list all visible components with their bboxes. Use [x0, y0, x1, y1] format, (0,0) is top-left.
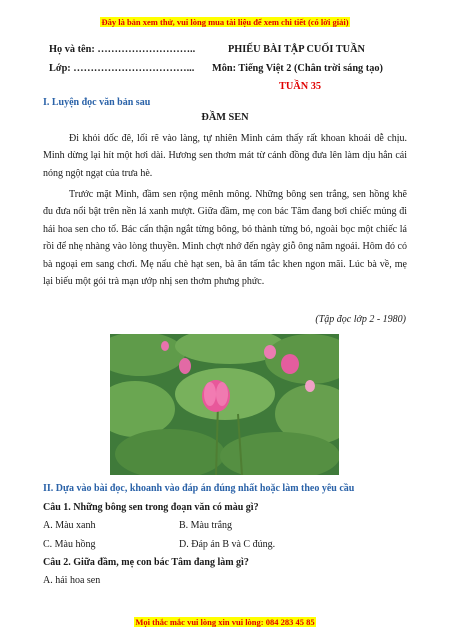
question-2: Câu 2. Giữa đầm, mẹ con bác Tâm đang làm gì? — [43, 557, 249, 568]
q1-option-d[interactable]: D. Đáp án B và C đúng. — [179, 539, 276, 550]
q1-option-b[interactable]: B. Màu trắng — [179, 520, 233, 531]
subject-line: Môn: Tiếng Việt 2 (Chân trời sáng tạo) — [212, 63, 383, 74]
week-label: TUẦN 35 — [279, 81, 322, 92]
section-1-heading: I. Luyện đọc văn bản sau — [43, 97, 151, 108]
q2-option-a[interactable]: A. hái hoa sen — [43, 575, 101, 586]
paragraph-2: Trước mặt Minh, đầm sen rộng mênh mông. Những bông sen trắng, sen hồng khẽ đu đưa nổi bật trên nền lá xanh mượt. Giữa đầm, mẹ con bác Tâm đang bơi chiếc mủng đi hái hoa sen cho tổ. Bác cẩn thận ngắt từng bông, bó thành từng bó, ngoài bọc một chiếc lá rồi để nhẹ nhàng vào lòng thuyền. Minh chợt nhớ đến ngày giỗ ông năm ngoái. Hôm đó có bà ngoại em sang chơi. Mẹ nấu chè hạt sen, bà ăn tấm tắc khen ngon mãi. Lúc bà về, mẹ lại biếu một gói trà mạn ướp nhị sen thơm phưng phức. — [43, 189, 407, 288]
contact-footer — [0, 612, 450, 630]
paragraph-1: Đi khỏi dốc đê, lối rẽ vào làng, tự nhiên Minh cảm thấy rất khoan khoái dễ chịu. Minh dừng lại hít một hơi dài. Hương sen thơm mát từ cánh đồng đưa lên làm dịu hẳn cái nóng ngột ngạt của trưa hè. — [43, 133, 407, 179]
sheet-title: PHIẾU BÀI TẬP CUỐI TUẦN — [228, 44, 365, 55]
q1-option-a[interactable]: A. Màu xanh — [43, 520, 96, 531]
class-field: Lớp: ……………………………... — [49, 63, 195, 74]
preview-banner — [0, 12, 450, 30]
reading-title: ĐẦM SEN — [201, 112, 249, 123]
section-2-heading: II. Dựa vào bài đọc, khoanh vào đáp án đúng nhất hoặc làm theo yêu cầu — [43, 483, 355, 494]
source-citation: (Tập đọc lớp 2 - 1980) — [315, 314, 406, 325]
student-name-field: Họ và tên: ……………………….. — [49, 44, 196, 55]
q1-option-c[interactable]: C. Màu hồng — [43, 539, 96, 550]
contact-footer-text: Mọi thắc mắc vui lòng xin vui lòng: 084 283 45 85 — [135, 617, 315, 627]
lotus-photo — [110, 334, 339, 475]
preview-banner-text: Đây là bản xem thử, vui lòng mua tài liệu để xem chi tiết (có lời giải) — [101, 17, 349, 27]
question-1: Câu 1. Những bông sen trong đoạn văn có màu gì? — [43, 502, 259, 513]
